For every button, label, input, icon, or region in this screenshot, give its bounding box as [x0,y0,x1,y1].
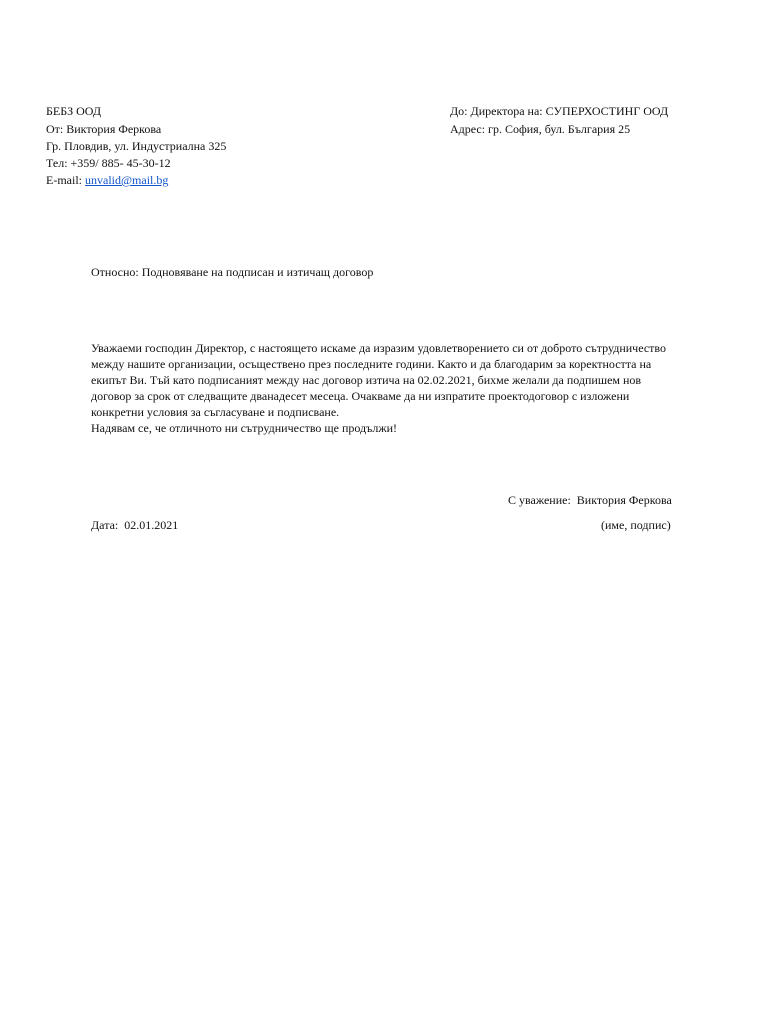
closing-regards: С уважение: Виктория Феркова [508,493,672,507]
signature-hint: (име, подпис) [601,518,671,532]
body-line: конкретни условия за съгласуване и подписване. [91,405,340,419]
closing-date: Дата: 02.01.2021 [91,518,179,532]
recipient-address: Адрес: гр. София, бул. България 25 [450,122,631,136]
body-line: Уважаеми господин Директор, с настоящето искаме да изразим удовлетворението си от доброто сътрудничество [91,341,666,355]
body-line: Надявам се, че отличното ни сътрудничество ще продължи! [91,421,398,435]
body-line: договор за срок от следващите дванадесет месеца. Очакваме да ни изпратите проектодоговор с изложени [91,389,630,403]
letter-subject: Относно: Подновяване на подписан и изтичащ договор [91,265,374,279]
letter-body [91,340,723,436]
body-line: между нашите организации, осъществено през последните години. Както и да благодарим за коректността на [91,357,652,371]
sender-email-label: E-mail: [46,173,85,187]
sender-from: От: Виктория Феркова [46,122,162,136]
sender-phone: Тел: +359/ 885- 45-30-12 [46,156,171,170]
body-line: екипът Ви. Тъй като подписаният между нас договор изтича на 02.02.2021, бихме желали да подпишем нов [91,373,642,387]
sender-email-link[interactable]: unvalid@mail.bg [85,173,169,187]
sender-company: БЕБЗ ООД [46,104,102,118]
sender-email-line [46,172,168,188]
recipient-to: До: Директора на: СУПЕРХОСТИНГ ООД [450,104,669,118]
sender-address: Гр. Пловдив, ул. Индустриална 325 [46,139,227,153]
